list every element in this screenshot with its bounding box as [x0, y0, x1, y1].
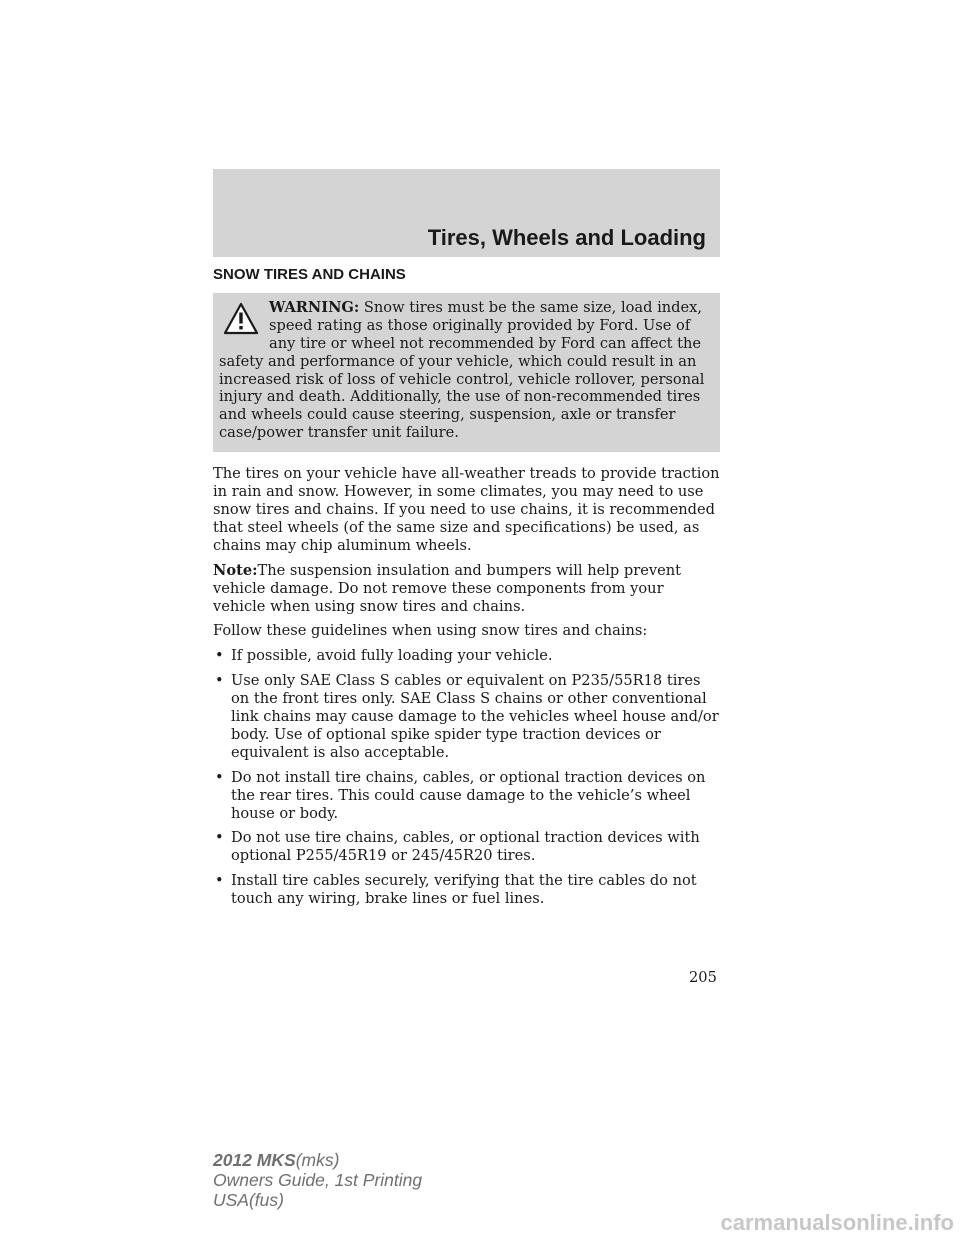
- section-title: Tires, Wheels and Loading: [427, 225, 706, 250]
- list-item: [213, 872, 720, 908]
- warning-text: Snow tires must be the same size, load index, speed rating as those originally provided by Ford. Use of any tire or wheel not recommended by Ford can affect the safety and performance of your vehicle, which could result in an increased risk of loss of vehicle control, vehicle rollover, personal injury and death. Additionally, the use of non-recommended tires and wheels could cause steering, suspension, axle or transfer case/power transfer unit failure.: [219, 298, 705, 442]
- list-item-text: Do not install tire chains, cables, or optional traction devices on the rear tires. This could cause damage to the vehicle’s wheel house or body.: [231, 768, 706, 822]
- list-item-text: Do not use tire chains, cables, or optional traction devices with optional P255/45R19 or 245/45R20 tires.: [231, 829, 700, 865]
- section-header-band: [213, 169, 720, 257]
- bullet-symbol: •: [215, 768, 224, 786]
- warning-label: WARNING:: [269, 298, 360, 316]
- list-item-text: Use only SAE Class S cables or equivalent on P235/55R18 tires on the front tires only. SAE Class S chains or other conventional link chains may cause damage to the vehicles wheel house and/or body. Use of optional spike spider type traction devices or equivalent is also acceptable.: [231, 672, 719, 761]
- guidelines-intro: Follow these guidelines when using snow tires and chains:: [213, 622, 648, 640]
- note-text: The suspension insulation and bumpers will help prevent vehicle damage. Do not remove these components from your vehicle when using snow tires and chains.: [213, 561, 681, 615]
- footer-line-1: [213, 1150, 422, 1170]
- section-heading: SNOW TIRES AND CHAINS: [213, 266, 406, 283]
- footer-line-2: Owners Guide, 1st Printing: [213, 1170, 423, 1190]
- page-number: 205: [689, 969, 717, 986]
- print-footer: [213, 1150, 422, 1210]
- list-item: [213, 647, 720, 665]
- bullet-symbol: •: [215, 672, 224, 690]
- warning-triangle-icon: [223, 301, 259, 337]
- watermark: carmanualsonline.info: [720, 1210, 954, 1235]
- footer-model: 2012 MKS: [213, 1150, 296, 1170]
- footer-market-code: (fus): [248, 1190, 284, 1210]
- note-paragraph: [213, 562, 720, 616]
- guidelines-list: [213, 647, 720, 908]
- footer-model-code: (mks): [295, 1150, 340, 1170]
- list-item: [213, 769, 720, 823]
- list-item-text: If possible, avoid fully loading your vehicle.: [231, 647, 553, 665]
- list-item: [213, 672, 720, 762]
- bullet-symbol: •: [215, 647, 224, 665]
- footer-market: USA: [213, 1190, 249, 1210]
- note-label: Note:: [213, 561, 258, 579]
- page-content: [213, 266, 720, 915]
- footer-line-3: [213, 1190, 422, 1210]
- list-item-text: Install tire cables securely, verifying that the tire cables do not touch any wiring, brake lines or fuel lines.: [231, 872, 697, 908]
- paragraph-traction: The tires on your vehicle have all-weather treads to provide traction in rain and snow. However, in some climates, you may need to use snow tires and chains. If you need to use chains, it is recommended that steel wheels (of the same size and specifications) be used, as chains may chip aluminum wheels.: [213, 465, 720, 554]
- list-item: [213, 829, 720, 865]
- bullet-symbol: •: [215, 872, 224, 890]
- warning-box: [213, 293, 720, 452]
- bullet-symbol: •: [215, 829, 224, 847]
